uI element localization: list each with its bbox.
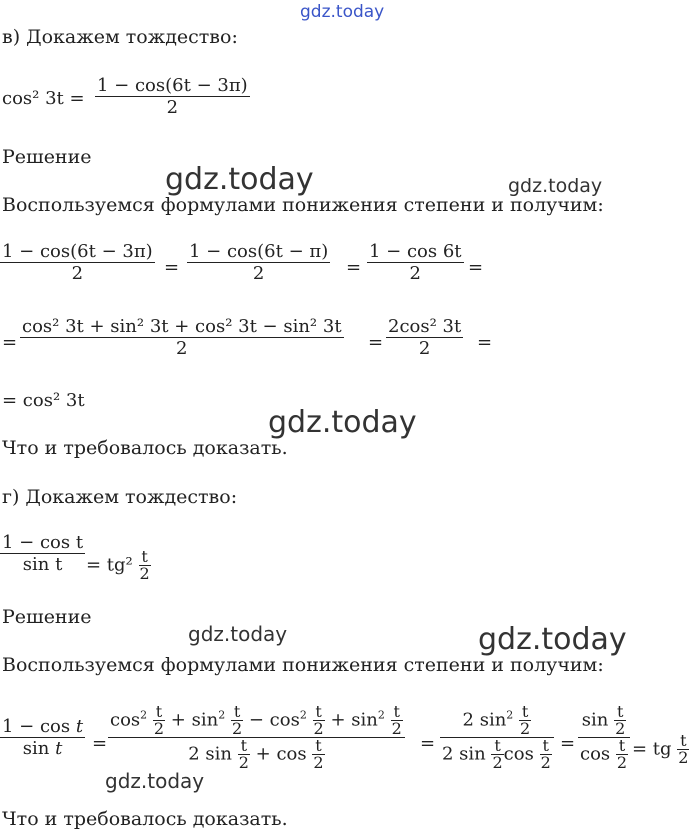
fraction-denominator: 2 — [139, 564, 150, 583]
watermark: gdz.today — [508, 175, 603, 197]
equals-sign: = — [468, 257, 484, 278]
identity-fraction — [95, 75, 250, 118]
watermark: gdz.today — [300, 2, 385, 22]
equals-sign: = — [92, 733, 108, 754]
watermark: gdz.today — [268, 405, 417, 440]
identity-lhs: cos² 3t = — [2, 88, 85, 109]
result-line: = cos² 3t — [2, 390, 85, 411]
watermark: gdz.today — [165, 162, 314, 197]
fraction-denominator: 2 — [252, 263, 265, 284]
step-fraction-4 — [20, 316, 344, 359]
fraction-numerator: 1 − cos(6t − 3π) — [97, 75, 248, 96]
fraction-denominator: sin t — [22, 554, 63, 575]
intro-text: Воспользуемся формулами понижения степени и получим: — [2, 654, 604, 676]
intro-text: Воспользуемся формулами понижения степени и получим: — [2, 194, 604, 216]
fraction-numerator: 1 − cos 6t — [369, 241, 462, 262]
section-heading: г) Докажем тождество: — [2, 486, 238, 508]
identity-rhs-text: = tg² — [86, 554, 133, 576]
equals-sign: = — [2, 332, 18, 353]
conclusion-text: Что и требовалось доказать. — [2, 437, 288, 459]
step-fraction-2: $\cos^2$ $\frac{t}{2}$ + $\sin^2$ $\frac{t}{2}$ − $\cos^2$ $\frac{t}{2}$ + $\sin^2$ $\frac{t}{2}$ 2 sin $\frac{t}{2}$ + cos $\frac{t}{2}$ — [108, 704, 405, 771]
equals-sign: = — [346, 257, 362, 278]
fraction-numerator: 1 − cos(6t − π) — [189, 241, 329, 262]
fraction-denominator: 2 — [409, 263, 421, 284]
step-fraction-1 — [0, 241, 155, 284]
equals-sign: = — [420, 733, 436, 754]
watermark: gdz.today — [105, 769, 205, 793]
watermark: gdz.today — [188, 622, 288, 646]
step-fraction-5 — [386, 316, 463, 359]
small-fraction — [139, 549, 151, 582]
fraction-numerator: 1 − cos t — [2, 532, 84, 553]
fraction-numerator: 1 − cos(6t − 3π) — [2, 241, 153, 262]
solution-label: Решение — [2, 146, 92, 168]
equals-sign: = tg $\frac{t}{2}$ — [632, 731, 689, 767]
step-fraction-4: sin $\frac{t}{2}$ cos $\frac{t}{2}$ — [578, 704, 630, 771]
step-fraction-2 — [187, 241, 330, 284]
fraction-denominator: 2 — [176, 338, 188, 359]
solution-label: Решение — [2, 606, 92, 628]
fraction-denominator: 2 — [418, 338, 431, 359]
fraction-numerator: cos² 3t + sin² 3t + cos² 3t − sin² 3t — [22, 316, 342, 337]
fraction-numerator: t — [139, 549, 151, 566]
fraction-denominator: 2 — [166, 97, 179, 118]
fraction-numerator: 2cos² 3t — [388, 316, 462, 337]
watermark: gdz.today — [478, 622, 627, 657]
step-fraction-3 — [367, 241, 464, 284]
identity-rhs — [86, 549, 151, 582]
identity-fraction — [0, 532, 85, 575]
conclusion-text: Что и требовалось доказать. — [2, 808, 288, 830]
section-heading: в) Докажем тождество: — [2, 26, 238, 48]
equals-sign: = — [368, 332, 384, 353]
step-fraction-3: 2 $\sin^2$ $\frac{t}{2}$ 2 sin $\frac{t}{2}$ cos $\frac{t}{2}$ — [440, 704, 554, 771]
step-fraction-1: 1 − cos t sin t — [2, 716, 84, 759]
fraction-denominator: 2 — [71, 263, 84, 284]
equals-sign: = — [560, 733, 576, 754]
equals-sign: = — [164, 257, 180, 278]
equals-sign: = — [477, 332, 493, 353]
